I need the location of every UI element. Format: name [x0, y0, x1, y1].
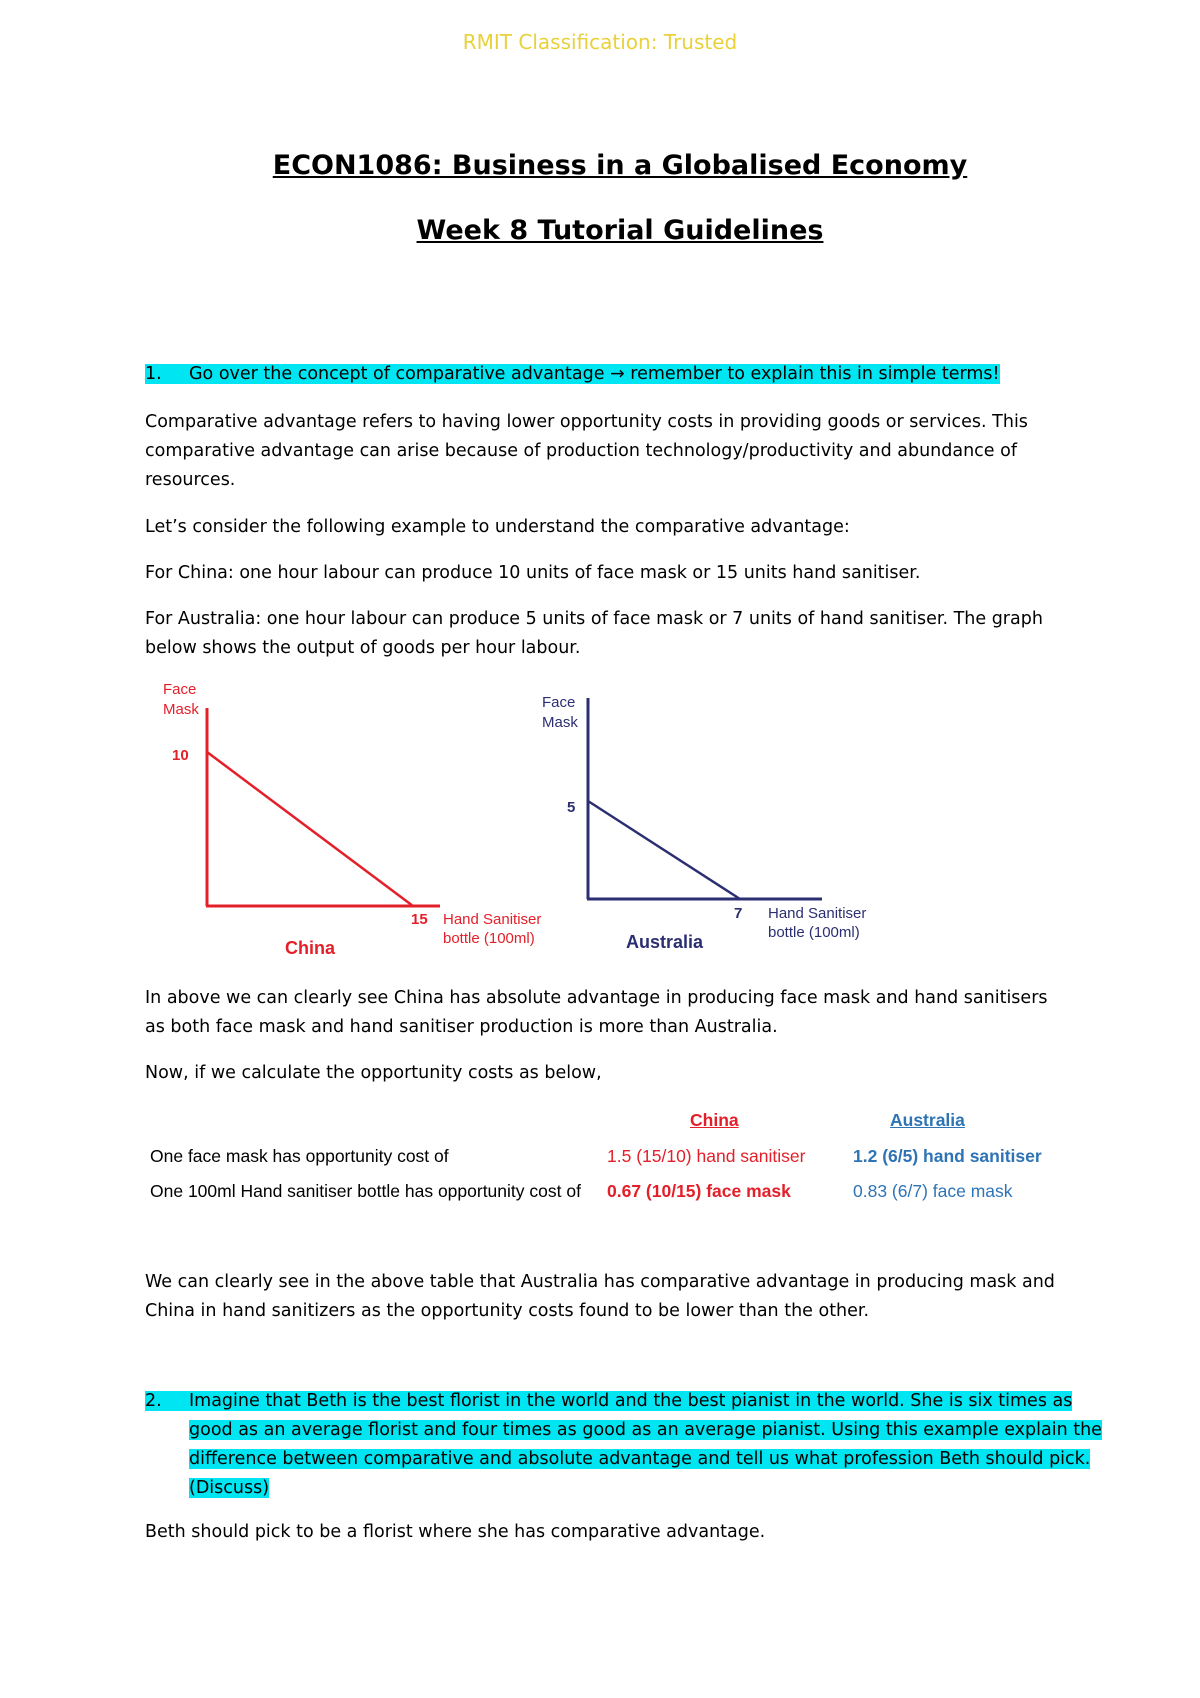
- australia-chart: [542, 694, 866, 952]
- china-ylabel-line1: Face: [163, 681, 197, 698]
- question-text: Go over the concept of comparative advantage: [189, 364, 611, 384]
- china-chart-title: China: [285, 938, 336, 958]
- table-header-australia: Australia: [890, 1110, 965, 1130]
- course-title: ECON1086: Business in a Globalised Economy: [272, 150, 968, 181]
- table-cell-australia: 0.83 (6/7) face mask: [853, 1181, 1013, 1201]
- paragraph-example-intro: Let’s consider the following example to understand the comparative advantage:: [145, 517, 850, 537]
- china-ylabel-line2: Mask: [163, 701, 199, 718]
- question-2: [145, 1387, 1109, 1503]
- australia-xlabel-line1: Hand Sanitiser: [768, 905, 867, 922]
- australia-ppf-line: [588, 801, 740, 899]
- australia-ylabel-line2: Mask: [542, 714, 578, 731]
- china-ppf-line: [207, 752, 413, 906]
- arrow-right-icon: →: [610, 364, 625, 384]
- paragraph-australia: For Australia: one hour labour can produce 5 units of face mask or 7 units of hand sanitiser. The graph below shows the output of goods per hour labour.: [145, 609, 1043, 658]
- production-possibility-charts: [0, 670, 1200, 970]
- paragraph-china: For China: one hour labour can produce 10 units of face mask or 15 units hand sanitiser.: [145, 563, 921, 583]
- table-cell-china: 1.5 (15/10) hand sanitiser: [607, 1146, 806, 1166]
- question-1: [145, 360, 1065, 389]
- australia-x-intercept-label: 7: [734, 905, 743, 922]
- classification-header: RMIT Classification: Trusted: [462, 30, 738, 54]
- paragraph-absolute-advantage: In above we can clearly see China has absolute advantage in producing face mask and hand sanitisers as both face mask and hand sanitiser production is more than Australia.: [145, 988, 1048, 1037]
- question-number: 2.: [145, 1391, 162, 1411]
- australia-ylabel-line1: Face: [542, 694, 576, 711]
- table-cell-australia: 1.2 (6/5) hand sanitiser: [853, 1146, 1042, 1166]
- opportunity-cost-table: [0, 1110, 1200, 1210]
- australia-xlabel-line2: bottle (100ml): [768, 924, 860, 941]
- question-number: 1.: [145, 364, 162, 384]
- week-title: Week 8 Tutorial Guidelines: [416, 215, 824, 246]
- table-header-china: China: [690, 1110, 739, 1130]
- china-y-intercept-label: 10: [172, 747, 189, 764]
- table-cell-china: 0.67 (10/15) face mask: [607, 1181, 791, 1201]
- paragraph-comparative-conclusion: We can clearly see in the above table that Australia has comparative advantage in producing mask and China in hand sanitizers as the opportunity costs found to be lower than the other.: [145, 1272, 1055, 1321]
- paragraph-answer: Beth should pick to be a florist where she has comparative advantage.: [145, 1522, 766, 1542]
- china-chart: [163, 681, 541, 958]
- china-xlabel-line2: bottle (100ml): [443, 930, 535, 947]
- australia-y-intercept-label: 5: [567, 799, 576, 816]
- paragraph-opportunity-costs: Now, if we calculate the opportunity costs as below,: [145, 1063, 602, 1083]
- australia-chart-title: Australia: [626, 932, 704, 952]
- china-x-intercept-label: 15: [411, 911, 428, 928]
- table-row-label: One face mask has opportunity cost of: [150, 1146, 449, 1166]
- paragraph-definition: Comparative advantage refers to having lower opportunity costs in providing goods or services. This comparative advantage can arise because of production technology/productivity and abundance of resources.: [145, 412, 1028, 490]
- china-xlabel-line1: Hand Sanitiser: [443, 911, 542, 928]
- question-text: Imagine that Beth is the best florist in the world and the best pianist in the world. She is six times as good as an average florist and four times as good as an average pianist. Using this example explain the difference between comparative and absolute advantage and tell us what profession Beth should pick. (Discuss): [189, 1391, 1102, 1498]
- question-text: remember to explain this in simple terms!: [624, 364, 1000, 384]
- table-row-label: One 100ml Hand sanitiser bottle has opportunity cost of: [150, 1181, 581, 1201]
